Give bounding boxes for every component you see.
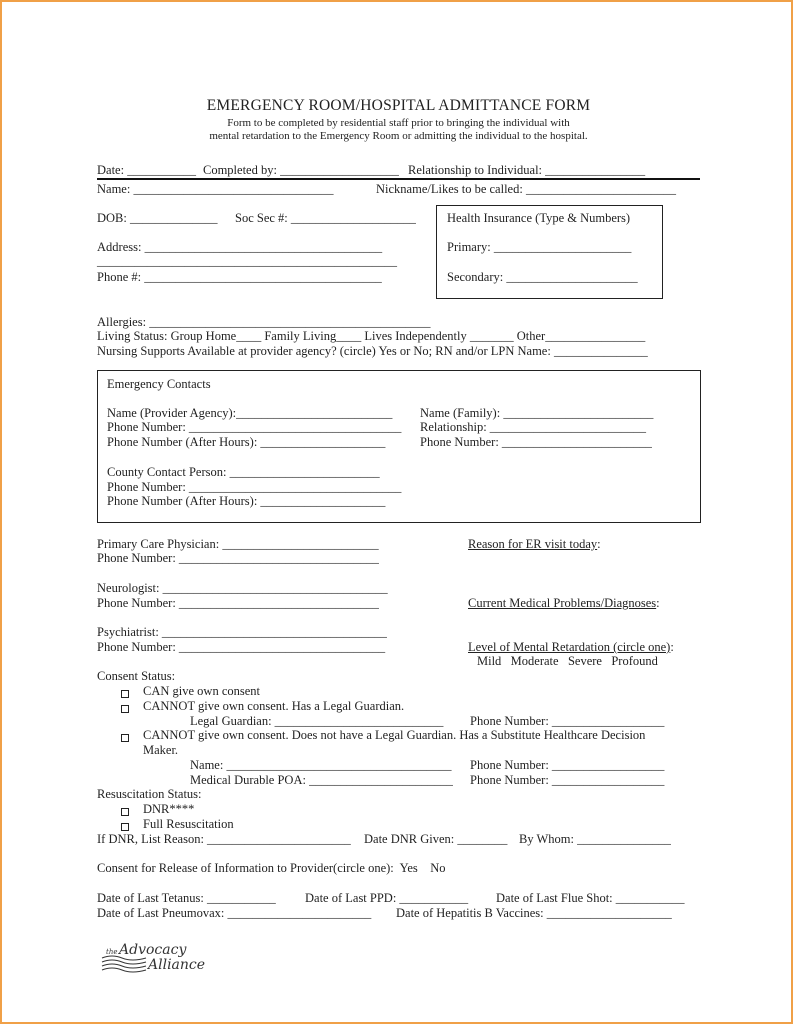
provider-phone-after-field[interactable]: Phone Number (After Hours): ____________________: [107, 435, 386, 449]
maker-label: Maker.: [143, 743, 179, 757]
insurance-primary-field[interactable]: Primary: ______________________: [447, 240, 632, 254]
checkbox-dnr[interactable]: [121, 805, 129, 820]
county-phone-field[interactable]: Phone Number: __________________________________: [107, 480, 402, 494]
dnr-by-whom-field[interactable]: By Whom: _______________: [519, 832, 671, 846]
county-contact-field[interactable]: County Contact Person: ________________________: [107, 465, 380, 479]
pneumovax-date-field[interactable]: Date of Last Pneumovax: _______________________: [97, 906, 372, 920]
decision-maker-phone-field[interactable]: Phone Number: __________________: [470, 758, 665, 772]
resuscitation-heading: Resuscitation Status:: [97, 787, 202, 801]
reason-er-label: Reason for ER visit today:: [468, 537, 601, 551]
pcp-phone-field[interactable]: Phone Number: ________________________________: [97, 551, 379, 565]
release-consent-field[interactable]: Consent for Release of Information to Provider(circle one): Yes No: [97, 861, 446, 875]
hepatitis-b-date-field[interactable]: Date of Hepatitis B Vaccines: ____________________: [396, 906, 672, 920]
psychiatrist-phone-field[interactable]: Phone Number: _________________________________: [97, 640, 386, 654]
neurologist-field[interactable]: Neurologist: ____________________________________: [97, 581, 388, 595]
dnr-date-field[interactable]: Date DNR Given: ________: [364, 832, 508, 846]
level-mr-options[interactable]: Mild Moderate Severe Profound: [477, 654, 658, 668]
cannot-no-guardian-label: CANNOT give own consent. Does not have a Legal Guardian. Has a Substitute Healthcare Decision: [143, 728, 646, 742]
checkbox-cannot-no-guardian[interactable]: [121, 731, 129, 746]
consent-heading: Consent Status:: [97, 669, 176, 683]
logo-alliance: Alliance: [148, 957, 206, 973]
living-status-field[interactable]: Living Status: Group Home____ Family Living____ Lives Independently _______ Other________________: [97, 329, 646, 343]
date-field[interactable]: Date: ___________: [97, 163, 196, 177]
emergency-contacts-heading: Emergency Contacts: [107, 377, 211, 391]
psychiatrist-field[interactable]: Psychiatrist: ____________________________________: [97, 625, 387, 639]
form-subtitle-line2: mental retardation to the Emergency Room or admitting the individual to the hospital.: [209, 130, 588, 142]
provider-phone-field[interactable]: Phone Number: __________________________________: [107, 420, 402, 434]
nickname-field[interactable]: Nickname/Likes to be called: ________________________: [376, 182, 676, 196]
name-field[interactable]: Name: ________________________________: [97, 182, 334, 196]
county-phone-after-field[interactable]: Phone Number (After Hours): ____________________: [107, 494, 386, 508]
address-line2-field[interactable]: ________________________________________________: [97, 254, 397, 268]
pcp-field[interactable]: Primary Care Physician: _________________________: [97, 537, 379, 551]
soc-sec-field[interactable]: Soc Sec #: ____________________: [235, 211, 416, 225]
current-problems-label: Current Medical Problems/Diagnoses:: [468, 596, 660, 610]
header-divider: [97, 178, 700, 180]
dob-field[interactable]: DOB: ______________: [97, 211, 218, 225]
family-name-field[interactable]: Name (Family): ________________________: [420, 406, 654, 420]
insurance-heading: Health Insurance (Type & Numbers): [447, 211, 631, 225]
level-mr-label: Level of Mental Retardation (circle one):: [468, 640, 674, 654]
logo-wave-icon: [100, 952, 150, 974]
legal-guardian-field[interactable]: Legal Guardian: ___________________________: [190, 714, 444, 728]
can-consent-label: CAN give own consent: [143, 684, 260, 698]
relationship-field[interactable]: Relationship to Individual: ________________: [408, 163, 646, 177]
form-title: EMERGENCY ROOM/HOSPITAL ADMITTANCE FORM: [206, 97, 591, 114]
neurologist-phone-field[interactable]: Phone Number: ________________________________: [97, 596, 379, 610]
ppd-date-field[interactable]: Date of Last PPD: ___________: [305, 891, 469, 905]
legal-guardian-phone-field[interactable]: Phone Number: __________________: [470, 714, 665, 728]
address-field[interactable]: Address: ______________________________________: [97, 240, 383, 254]
logo-advocacy: Advocacy: [119, 942, 187, 958]
checkbox-cannot-guardian[interactable]: [121, 702, 129, 717]
completed-by-field[interactable]: Completed by: ___________________: [203, 163, 399, 177]
form-subtitle-line1: Form to be completed by residential staff prior to bringing the individual with: [227, 117, 570, 129]
medical-poa-phone-field[interactable]: Phone Number: __________________: [470, 773, 665, 787]
phone-field[interactable]: Phone #: ______________________________________: [97, 270, 382, 284]
provider-agency-name-field[interactable]: Name (Provider Agency):_________________________: [107, 406, 393, 420]
insurance-secondary-field[interactable]: Secondary: _____________________: [447, 270, 638, 284]
allergies-field[interactable]: Allergies: _____________________________________________: [97, 315, 431, 329]
nursing-supports-field[interactable]: Nursing Supports Available at provider agency? (circle) Yes or No; RN and/or LPN Name: _______________: [97, 344, 648, 358]
cannot-guardian-label: CANNOT give own consent. Has a Legal Guardian.: [143, 699, 405, 713]
dnr-label: DNR****: [143, 802, 195, 816]
dnr-reason-field[interactable]: If DNR, List Reason: _______________________: [97, 832, 351, 846]
family-phone-field[interactable]: Phone Number: ________________________: [420, 435, 652, 449]
medical-poa-field[interactable]: Medical Durable POA: _______________________: [190, 773, 453, 787]
logo-the: the: [106, 948, 118, 956]
checkbox-can-consent[interactable]: [121, 687, 129, 702]
decision-maker-name-field[interactable]: Name: ____________________________________: [190, 758, 452, 772]
full-resuscitation-label: Full Resuscitation: [143, 817, 234, 831]
tetanus-date-field[interactable]: Date of Last Tetanus: ___________: [97, 891, 276, 905]
flu-shot-date-field[interactable]: Date of Last Flue Shot: ___________: [496, 891, 685, 905]
family-relationship-field[interactable]: Relationship: _________________________: [420, 420, 647, 434]
